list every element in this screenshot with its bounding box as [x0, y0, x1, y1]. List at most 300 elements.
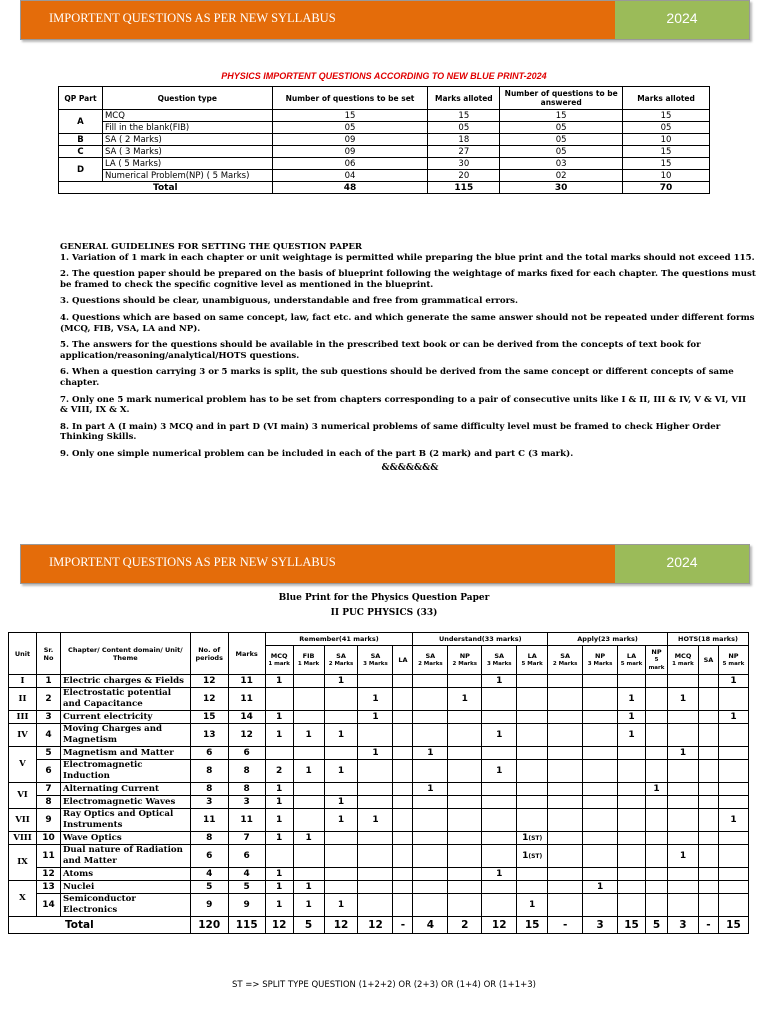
question-count-cell: 1	[293, 724, 324, 747]
subheader-type: SA	[703, 656, 714, 664]
question-count-cell: 1	[482, 675, 517, 688]
question-count-cell	[448, 832, 482, 845]
question-count-cell: 1	[293, 760, 324, 783]
question-count-cell	[583, 783, 618, 796]
question-count-cell	[718, 747, 748, 760]
question-count-cell	[448, 675, 482, 688]
question-count-cell: 1	[448, 688, 482, 711]
column-header: Marks alloted	[623, 87, 710, 110]
question-count-cell: 1	[324, 760, 358, 783]
guideline-item: 9. Only one simple numerical problem can be included in each of the part B (2 mark) and part C (3 mark).	[60, 448, 574, 459]
question-count-cell: 1	[265, 868, 293, 881]
value-cell: 03	[500, 158, 623, 170]
total-cell: 4	[413, 917, 448, 934]
sr-cell: 14	[36, 894, 60, 917]
question-count-cell	[583, 724, 618, 747]
chapter-cell: Wave Optics	[60, 832, 190, 845]
question-count-cell	[667, 783, 698, 796]
question-count-cell: 1	[358, 809, 393, 832]
part-cell: B	[59, 134, 103, 146]
marks-cell: 11	[228, 688, 265, 711]
question-count-cell	[548, 809, 583, 832]
question-count-cell	[667, 809, 698, 832]
question-count-cell	[646, 724, 668, 747]
table-row	[9, 832, 749, 845]
total-row	[59, 182, 710, 194]
question-count-cell: 1	[482, 724, 517, 747]
question-count-cell: 1(ST)	[517, 845, 548, 868]
group-header: Remember(41 marks)	[265, 633, 413, 646]
question-count-cell	[448, 845, 482, 868]
question-count-cell	[393, 747, 413, 760]
value-cell: 10	[623, 134, 710, 146]
value-cell: 05	[500, 134, 623, 146]
question-count-cell	[583, 868, 618, 881]
question-count-cell	[482, 688, 517, 711]
unit-cell: V	[9, 747, 37, 783]
subheader-cell	[448, 646, 482, 675]
question-count-cell	[413, 832, 448, 845]
subheader-marks: 2 Marks	[552, 661, 578, 667]
table-row	[9, 711, 749, 724]
periods-cell: 13	[190, 724, 228, 747]
question-count-cell	[718, 832, 748, 845]
subheader-marks: 2 Marks	[452, 661, 478, 667]
periods-cell: 8	[190, 783, 228, 796]
periods-cell: 8	[190, 832, 228, 845]
question-count-cell	[517, 711, 548, 724]
question-type-cell: MCQ	[102, 110, 272, 122]
periods-cell: 15	[190, 711, 228, 724]
question-count-cell	[358, 894, 393, 917]
total-cell: 30	[500, 182, 623, 194]
question-count-cell	[393, 711, 413, 724]
column-header: Sr. No	[36, 633, 60, 675]
question-count-cell	[413, 724, 448, 747]
question-count-cell	[358, 724, 393, 747]
question-count-cell	[667, 711, 698, 724]
value-cell: 27	[428, 146, 500, 158]
question-count-cell	[646, 675, 668, 688]
question-count-cell	[646, 747, 668, 760]
sr-cell: 11	[36, 845, 60, 868]
question-count-cell	[583, 711, 618, 724]
chapter-cell: Electromagnetic Waves	[60, 796, 190, 809]
question-count-cell	[718, 881, 748, 894]
question-count-cell: 1	[265, 675, 293, 688]
total-cell: 12	[265, 917, 293, 934]
header-row	[9, 633, 749, 646]
question-count-cell	[293, 796, 324, 809]
question-count-cell: 1	[482, 760, 517, 783]
sr-cell: 8	[36, 796, 60, 809]
group-header: HOTS(18 marks)	[667, 633, 748, 646]
marks-cell: 9	[228, 894, 265, 917]
split-type-mark: (ST)	[528, 834, 543, 842]
question-count-cell	[448, 760, 482, 783]
table-row	[9, 809, 749, 832]
question-count-cell	[482, 894, 517, 917]
periods-cell: 4	[190, 868, 228, 881]
subheader-type: NP	[459, 652, 470, 660]
question-count-cell	[448, 747, 482, 760]
column-header: No. of periods	[190, 633, 228, 675]
subheader-type: MCQ	[674, 652, 692, 660]
value-cell: 15	[272, 110, 428, 122]
question-count-cell	[517, 747, 548, 760]
question-count-cell: 1	[413, 783, 448, 796]
value-cell: 05	[272, 122, 428, 134]
question-count-cell	[448, 881, 482, 894]
question-count-cell	[618, 783, 646, 796]
subheader-type: LA	[626, 652, 637, 660]
question-count-cell	[393, 783, 413, 796]
subheader-cell	[548, 646, 583, 675]
guidelines	[60, 242, 756, 466]
question-count-cell	[517, 724, 548, 747]
split-type-mark: (ST)	[528, 852, 543, 860]
section-title: PHYSICS IMPORTENT QUESTIONS ACCORDING TO NEW BLUE PRINT-2024	[221, 71, 547, 81]
question-count-cell	[646, 796, 668, 809]
value-cell: 15	[623, 146, 710, 158]
subheader-type: SA	[494, 652, 505, 660]
question-count-cell	[393, 881, 413, 894]
question-count-cell	[482, 809, 517, 832]
question-count-cell	[618, 868, 646, 881]
total-label: Total	[59, 182, 273, 194]
question-count-cell	[698, 711, 718, 724]
subheader-type: LA	[527, 652, 537, 660]
question-count-cell	[618, 796, 646, 809]
question-count-cell: 1	[718, 675, 748, 688]
guidelines-heading: GENERAL GUIDELINES FOR SETTING THE QUESTION PAPER	[60, 242, 363, 252]
subheader-type: FIB	[302, 652, 315, 660]
periods-cell: 8	[190, 760, 228, 783]
question-count-cell	[324, 783, 358, 796]
question-count-cell	[448, 796, 482, 809]
banner-year: 2024	[615, 545, 749, 583]
table-row	[59, 146, 710, 158]
total-periods: 120	[190, 917, 228, 934]
unit-cell: VII	[9, 809, 37, 832]
table-row	[9, 881, 749, 894]
header-banner	[20, 0, 750, 40]
question-count-cell	[413, 796, 448, 809]
question-count-cell: 1	[324, 809, 358, 832]
question-count-cell	[583, 845, 618, 868]
total-cell: 5	[646, 917, 668, 934]
question-count-cell	[548, 724, 583, 747]
guideline-item: 1. Variation of 1 mark in each chapter or unit weightage is permitted while preparing the blue print and the total marks should not exceed 115.	[60, 252, 755, 263]
question-count-cell: 1	[265, 711, 293, 724]
question-count-cell	[324, 868, 358, 881]
question-count-cell	[646, 809, 668, 832]
sr-cell: 13	[36, 881, 60, 894]
question-count-cell	[293, 675, 324, 688]
question-count-cell: 1	[324, 675, 358, 688]
question-count-cell	[293, 809, 324, 832]
question-count-cell	[358, 845, 393, 868]
value-cell: 15	[428, 110, 500, 122]
sr-cell: 1	[36, 675, 60, 688]
banner-title: IMPORTENT QUESTIONS AS PER NEW SYLLABUS	[21, 1, 639, 39]
total-row	[9, 917, 749, 934]
question-type-cell: Fill in the blank(FIB)	[102, 122, 272, 134]
table-row	[59, 110, 710, 122]
table-row	[9, 760, 749, 783]
question-count-cell	[698, 845, 718, 868]
subheader-cell	[517, 646, 548, 675]
part-cell: D	[59, 158, 103, 182]
question-count-cell: 1	[265, 724, 293, 747]
question-count-cell: 1	[618, 724, 646, 747]
question-count-cell	[667, 796, 698, 809]
question-count-cell	[718, 760, 748, 783]
question-count-cell	[718, 868, 748, 881]
unit-cell: I	[9, 675, 37, 688]
value-cell: 15	[623, 158, 710, 170]
table-row	[59, 122, 710, 134]
value-cell: 05	[500, 122, 623, 134]
blueprint-subtitle: II PUC PHYSICS (33)	[330, 608, 438, 618]
question-count-cell	[646, 881, 668, 894]
guideline-item: 6. When a question carrying 3 or 5 marks is split, the sub questions should be derived from the same concept or different concepts of same chapter.	[60, 367, 734, 388]
question-count-cell	[698, 832, 718, 845]
question-count-cell: 1	[358, 688, 393, 711]
question-count-cell: 1	[413, 747, 448, 760]
question-count-cell	[482, 796, 517, 809]
question-count-cell	[517, 688, 548, 711]
periods-cell: 12	[190, 675, 228, 688]
marks-cell: 6	[228, 845, 265, 868]
question-count-cell	[482, 832, 517, 845]
question-count-cell	[293, 868, 324, 881]
sr-cell: 2	[36, 688, 60, 711]
question-count-cell	[265, 688, 293, 711]
chapter-cell: Dual nature of Radiation and Matter	[60, 845, 190, 868]
subheader-marks: 1 mark	[672, 661, 694, 667]
question-count-cell	[698, 747, 718, 760]
subheader-marks: 3 Marks	[363, 661, 388, 667]
question-count-cell	[482, 711, 517, 724]
question-count-cell	[358, 783, 393, 796]
subheader-marks: 5 mark	[722, 661, 745, 667]
table-row	[9, 845, 749, 868]
periods-cell: 11	[190, 809, 228, 832]
question-count-cell: 1	[265, 809, 293, 832]
question-count-cell	[618, 809, 646, 832]
unit-cell: III	[9, 711, 37, 724]
subheader-cell	[646, 646, 668, 675]
question-count-cell	[413, 868, 448, 881]
question-count-cell	[646, 832, 668, 845]
question-count-cell	[293, 845, 324, 868]
question-count-cell: 1(ST)	[517, 832, 548, 845]
unit-cell: VI	[9, 783, 37, 809]
subheader-type: NP	[594, 652, 606, 660]
table-row	[59, 158, 710, 170]
chapter-cell: Magnetism and Matter	[60, 747, 190, 760]
question-count-cell	[482, 845, 517, 868]
banner-title: IMPORTENT QUESTIONS AS PER NEW SYLLABUS	[21, 545, 639, 583]
question-count-cell	[393, 675, 413, 688]
question-count-cell	[618, 894, 646, 917]
question-count-cell	[517, 881, 548, 894]
question-count-cell	[324, 747, 358, 760]
question-count-cell: 1	[324, 724, 358, 747]
question-type-cell: SA ( 3 Marks)	[102, 146, 272, 158]
question-count-cell	[448, 894, 482, 917]
question-count-cell	[667, 675, 698, 688]
question-type-cell: SA ( 2 Marks)	[102, 134, 272, 146]
question-count-cell	[393, 760, 413, 783]
question-count-cell	[413, 675, 448, 688]
subheader-type: NP	[728, 652, 739, 660]
subheader-cell	[583, 646, 618, 675]
total-cell: 3	[583, 917, 618, 934]
chapter-cell: Electromagnetic Induction	[60, 760, 190, 783]
question-count-cell: 1	[265, 796, 293, 809]
subheader-marks: 1 mark	[268, 661, 290, 667]
question-count-cell	[548, 760, 583, 783]
question-count-cell	[413, 845, 448, 868]
question-count-cell: 1	[667, 845, 698, 868]
sr-cell: 5	[36, 747, 60, 760]
column-header: Chapter/ Content domain/ Unit/ Theme	[60, 633, 190, 675]
column-header: QP Part	[59, 87, 103, 110]
question-count-cell	[413, 760, 448, 783]
question-count-cell	[358, 796, 393, 809]
sr-cell: 3	[36, 711, 60, 724]
question-count-cell	[718, 845, 748, 868]
chapter-cell: Ray Optics and Optical Instruments	[60, 809, 190, 832]
table-row	[9, 796, 749, 809]
question-count-cell	[358, 868, 393, 881]
question-count-cell	[548, 747, 583, 760]
periods-cell: 3	[190, 796, 228, 809]
unit-cell: VIII	[9, 832, 37, 845]
subheader-marks: 3 Marks	[486, 661, 512, 667]
question-count-cell	[393, 724, 413, 747]
question-count-cell	[548, 845, 583, 868]
subheader-type: SA	[336, 652, 346, 660]
chapter-cell: Alternating Current	[60, 783, 190, 796]
question-count-cell	[583, 832, 618, 845]
group-header: Understand(33 marks)	[413, 633, 548, 646]
chapter-cell: Semiconductor Electronics	[60, 894, 190, 917]
sr-cell: 4	[36, 724, 60, 747]
question-count-cell	[324, 711, 358, 724]
question-count-cell	[358, 675, 393, 688]
total-cell: 2	[448, 917, 482, 934]
table-row	[9, 868, 749, 881]
header-banner-2	[20, 544, 750, 584]
question-count-cell	[413, 688, 448, 711]
question-count-cell	[517, 675, 548, 688]
marks-cell: 12	[228, 724, 265, 747]
part-cell: A	[59, 110, 103, 134]
question-count-cell	[548, 783, 583, 796]
table-row	[9, 688, 749, 711]
table-row	[9, 675, 749, 688]
question-count-cell	[393, 894, 413, 917]
value-cell: 09	[272, 146, 428, 158]
subheader-marks: 5 mark	[620, 661, 643, 667]
total-cell: 15	[718, 917, 748, 934]
question-count-cell	[718, 796, 748, 809]
value-cell: 06	[272, 158, 428, 170]
question-count-cell	[583, 688, 618, 711]
question-count-cell	[667, 724, 698, 747]
marks-cell: 6	[228, 747, 265, 760]
table-row	[9, 894, 749, 917]
value-cell: 20	[428, 170, 500, 182]
marks-cell: 8	[228, 760, 265, 783]
question-type-cell: LA ( 5 Marks)	[102, 158, 272, 170]
unit-cell: IX	[9, 845, 37, 881]
question-count-cell	[448, 711, 482, 724]
question-count-cell	[548, 894, 583, 917]
question-count-cell	[358, 832, 393, 845]
question-count-cell	[583, 675, 618, 688]
sr-cell: 9	[36, 809, 60, 832]
subheader-marks: 1 Mark	[297, 661, 320, 667]
question-count-cell	[448, 724, 482, 747]
question-count-cell	[548, 881, 583, 894]
question-count-cell	[583, 760, 618, 783]
banner-year: 2024	[615, 1, 749, 39]
subheader-type: SA	[560, 652, 570, 660]
table-header-row	[59, 87, 710, 110]
question-count-cell	[548, 796, 583, 809]
value-cell: 15	[500, 110, 623, 122]
subheader-type: LA	[398, 656, 408, 664]
question-count-cell	[646, 868, 668, 881]
question-count-cell	[718, 724, 748, 747]
total-cell: -	[698, 917, 718, 934]
guideline-item: 7. Only one 5 mark numerical problem has to be set from chapters corresponding to a pair of consecutive units like I & II, III & IV, V & VI, VII & VIII, IX & X.	[60, 394, 747, 416]
periods-cell: 5	[190, 881, 228, 894]
question-count-cell	[324, 845, 358, 868]
chapter-cell: Electrostatic potential and Capacitance	[60, 688, 190, 711]
value-cell: 10	[623, 170, 710, 182]
subheader-marks: 3 Marks	[587, 661, 613, 667]
periods-cell: 12	[190, 688, 228, 711]
question-count-cell	[265, 747, 293, 760]
question-count-cell	[517, 868, 548, 881]
question-count-cell	[618, 675, 646, 688]
subheader-cell	[718, 646, 748, 675]
question-type-table	[58, 86, 710, 194]
question-count-cell	[448, 868, 482, 881]
total-cell: 3	[667, 917, 698, 934]
column-header: Marks	[228, 633, 265, 675]
question-count-cell	[646, 894, 668, 917]
question-count-cell: 1	[517, 894, 548, 917]
question-count-cell: 1	[358, 747, 393, 760]
question-count-cell	[698, 881, 718, 894]
subheader-cell	[698, 646, 718, 675]
total-cell: 12	[358, 917, 393, 934]
question-count-cell: 1	[265, 832, 293, 845]
marks-cell: 14	[228, 711, 265, 724]
question-count-cell	[583, 796, 618, 809]
question-count-cell	[646, 688, 668, 711]
question-count-cell	[358, 760, 393, 783]
total-cell: 48	[272, 182, 428, 194]
question-count-cell	[448, 783, 482, 796]
question-count-cell	[393, 688, 413, 711]
